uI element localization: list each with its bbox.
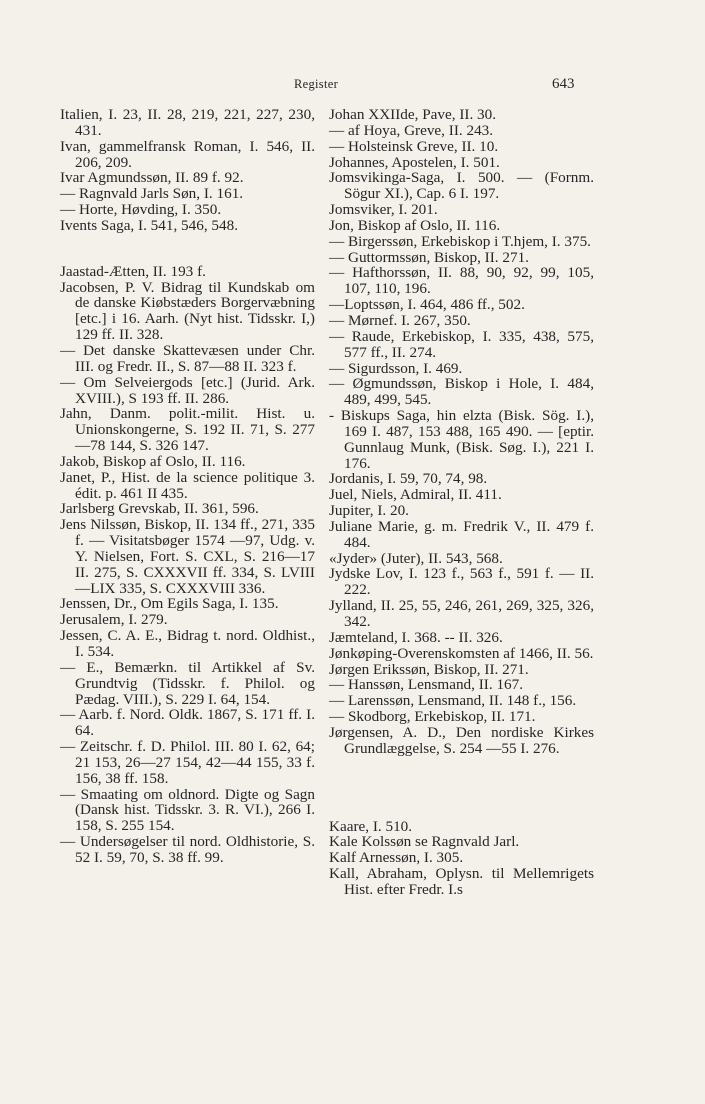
index-entry: Juliane Marie, g. m. Fredrik V., II. 479 f. 484. <box>329 517 594 551</box>
index-entry: - Biskups Saga, hin elzta (Bisk. Sög. I.), 169 I. 487, 153 488, 165 490. — [eptir. Gunnlaug Munk, (Bisk. Søg. I.), 221 I. 176. <box>329 407 594 472</box>
index-entry: — Guttormssøn, Biskop, II. 271. <box>329 248 529 266</box>
index-entry: Jydske Lov, I. 123 f., 563 f., 591 f. — II. 222. <box>329 565 594 599</box>
letter-gap <box>329 757 594 819</box>
index-entry: — E., Bemærkn. til Artikkel af Sv. Grundtvig (Tidsskr. f. Philol. og Pædag. VIII.), S. 229 I. 64, 154. <box>60 658 315 708</box>
index-entry: — Hafthorssøn, II. 88, 90, 92, 99, 105, 107, 110, 196. <box>329 264 594 298</box>
index-column-left <box>60 107 315 866</box>
index-entry: Jarlsberg Grevskab, II. 361, 596. <box>60 500 259 518</box>
index-entry: — Larenssøn, Lensmand, II. 148 f., 156. <box>329 692 577 710</box>
index-entry: Kaare, I. 510. <box>329 817 413 835</box>
index-entry: — Øgmundssøn, Biskop i Hole, I. 484, 489, 499, 545. <box>329 375 594 409</box>
index-entry: Jahn, Danm. polit.-milit. Hist. u. Unionskongerne, S. 192 II. 71, S. 277—78 144, S. 326 147. <box>60 405 315 455</box>
index-entry: — Zeitschr. f. D. Philol. III. 80 I. 62, 64; 21 153, 26—27 154, 42—44 155, 33 f. 156, 38 ff. 158. <box>60 738 315 787</box>
index-entry: Janet, P., Hist. de la science politique 3. édit. p. 461 II 435. <box>60 468 315 502</box>
index-entry: Jørgen Erikssøn, Biskop, II. 271. <box>329 660 529 678</box>
index-entry: Jessen, C. A. E., Bidrag t. nord. Oldhist., I. 534. <box>60 627 315 660</box>
index-entry: Jon, Biskop af Oslo, II. 116. <box>329 216 501 234</box>
index-entry: Kall, Abraham, Oplysn. til Mellemrigets Hist. efter Fredr. I.s <box>329 865 594 898</box>
index-entry: — Sigurdsson, I. 469. <box>329 359 463 377</box>
index-entry: —Loptssøn, I. 464, 486 ff., 502. <box>329 296 525 314</box>
index-entry: — Raude, Erkebiskop, I. 335, 438, 575, 577 ff., II. 274. <box>329 327 594 361</box>
index-entry: — Birgerssøn, Erkebiskop i T.hjem, I. 375. <box>329 232 591 250</box>
index-entry: — Horte, Høvding, I. 350. <box>60 201 222 219</box>
index-entry: — Undersøgelser til nord. Oldhistorie, S. 52 I. 59, 70, S. 38 ff. 99. <box>60 833 315 866</box>
index-entry: — Smaating om oldnord. Digte og Sagn (Dansk hist. Tidsskr. 3. R. VI.), 266 I. 158, S. 255 154. <box>60 785 315 835</box>
index-entry: Jønkøping-Overenskomsten af 1466, II. 56. <box>329 644 594 662</box>
index-entry: Ivents Saga, I. 541, 546, 548. <box>60 216 239 234</box>
index-entry: Jerusalem, I. 279. <box>60 611 168 629</box>
index-entry: — Hanssøn, Lensmand, II. 167. <box>329 676 524 694</box>
index-entry: Jørgensen, A. D., Den nordiske Kirkes Grundlæggelse, S. 254 —55 I. 276. <box>329 723 594 757</box>
index-entry: Juel, Niels, Admiral, II. 411. <box>329 486 502 504</box>
index-entry: Jakob, Biskop af Oslo, II. 116. <box>60 452 246 470</box>
index-entry: Jens Nilssøn, Biskop, II. 134 ff., 271, 335 f. — Visitatsbøger 1574 —97, Udg. v. Y. Nielsen, Fort. S. CXL, S. 216—17 II. 275, S. CXXXVII ff. 334, S. LVIII—LIX 335, S. CXXXVIII 336. <box>60 516 315 597</box>
index-entry: Ivan, gammelfransk Roman, I. 546, II. 206, 209. <box>60 137 315 171</box>
index-entry: — Ragnvald Jarls Søn, I. 161. <box>60 185 244 203</box>
index-entry: — Aarb. f. Nord. Oldk. 1867, S. 171 ff. I. 64. <box>60 706 315 740</box>
index-entry: Johannes, Apostelen, I. 501. <box>329 153 500 171</box>
index-entry: — Skodborg, Erkebiskop, II. 171. <box>329 708 536 726</box>
page-number: 643 <box>552 76 575 92</box>
index-entry: — af Hoya, Greve, II. 243. <box>329 121 494 139</box>
index-entry: «Jyder» (Juter), II. 543, 568. <box>329 549 503 567</box>
index-entry: Kalf Arnessøn, I. 305. <box>329 849 464 867</box>
index-entry: — Holsteinsk Greve, II. 10. <box>329 137 499 155</box>
index-entry: Jacobsen, P. V. Bidrag til Kundskab om de danske Kiøbstæders Borgervæbning [etc.] i 16. Aarh. (Nyt hist. Tidsskr. I,) 129 ff. II. 328. <box>60 278 315 344</box>
index-entry: — Om Selveiergods [etc.] (Jurid. Ark. XVIII.), S 193 ff. II. 286. <box>60 373 315 407</box>
index-column-right <box>329 107 594 898</box>
index-entry: Jylland, II. 25, 55, 246, 261, 269, 325, 326, 342. <box>329 597 594 630</box>
index-entry: Jaastad-Ætten, II. 193 f. <box>60 262 206 280</box>
letter-gap <box>60 234 315 264</box>
index-entry: Jenssen, Dr., Om Egils Saga, I. 135. <box>60 595 279 613</box>
index-entry: Jomsviker, I. 201. <box>329 201 438 219</box>
index-entry: Jæmteland, I. 368. -- II. 326. <box>329 628 503 646</box>
index-entry: — Mørnef. I. 267, 350. <box>329 311 471 329</box>
index-entry: Jordanis, I. 59, 70, 74, 98. <box>329 470 488 488</box>
index-entry: — Det danske Skattevæsen under Chr. III. og Fredr. II., S. 87—88 II. 323 f. <box>60 341 315 375</box>
index-entry: Jupiter, I. 20. <box>329 502 409 520</box>
index-entry: Ivar Agmundssøn, II. 89 f. 92. <box>60 169 244 187</box>
running-head: Register <box>294 77 339 91</box>
index-entry: Johan XXIIde, Pave, II. 30. <box>329 106 497 123</box>
index-entry: Kale Kolssøn se Ragnvald Jarl. <box>329 833 520 851</box>
index-entry: Italien, I. 23, II. 28, 219, 221, 227, 230, 431. <box>60 106 315 139</box>
index-entry: Jomsvikinga-Saga, I. 500. — (Fornm. Sögur XI.), Cap. 6 I. 197. <box>329 169 594 203</box>
